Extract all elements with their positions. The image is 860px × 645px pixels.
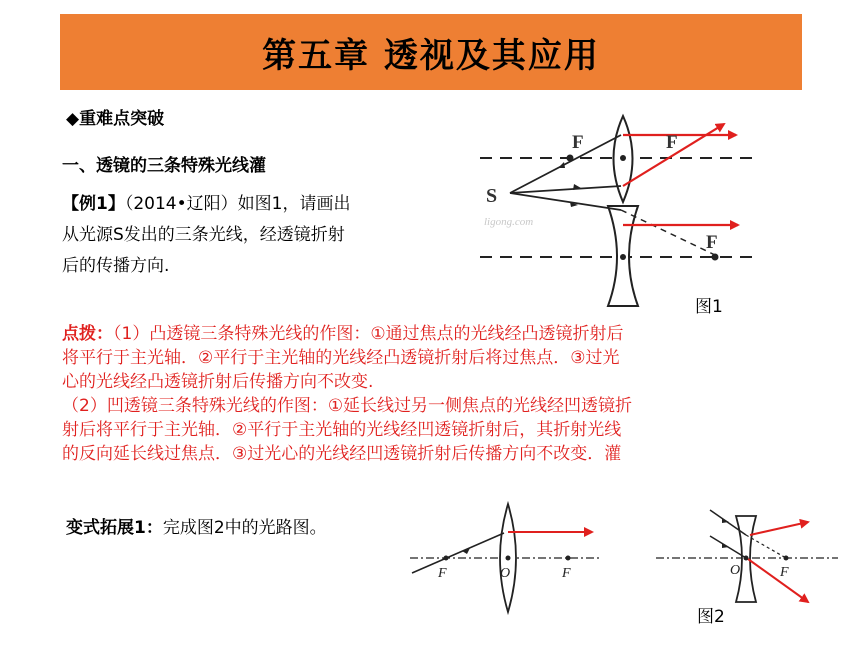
exercise-label: 变式拓展1：	[66, 518, 163, 538]
figure2-diagram	[400, 498, 840, 623]
fig2-left-o: O	[500, 566, 511, 581]
example-line-3: 后的传播方向.	[62, 256, 170, 276]
fig2-left-f1: F	[438, 566, 447, 581]
tip-label: 点拨：	[62, 324, 113, 344]
figure2-caption: 图2	[697, 607, 725, 627]
example-line-2: 从光源S发出的三条光线，经透镜折射	[62, 225, 345, 245]
page-title: 第五章 透视及其应用	[262, 35, 600, 76]
tip-block	[62, 322, 792, 466]
watermark-text: ligong.com	[484, 216, 534, 228]
figure1-caption: 图1	[695, 297, 723, 317]
fig2-right-o: O	[730, 563, 741, 578]
example-text-1: （2014•辽阳）如图1，请画出	[124, 194, 351, 214]
tip-line-3: 心的光线经凸透镜折射后传播方向不改变.	[62, 372, 374, 392]
fig2-left-f2: F	[562, 566, 571, 581]
tip-text-1: （1）凸透镜三条特殊光线的作图：①通过焦点的光线经凸透镜折射后	[113, 324, 624, 344]
title-banner	[60, 14, 802, 90]
source-label: S	[486, 185, 498, 207]
figure1-diagram	[470, 110, 770, 310]
fig2-right-f: F	[780, 565, 789, 580]
exercise-line	[66, 513, 327, 543]
tip-line-2: 将平行于主光轴．②平行于主光轴的光线经凸透镜折射后将过焦点．③过光	[62, 348, 620, 368]
focus-label-top-right: F	[666, 132, 678, 153]
exercise-text: 完成图2中的光路图。	[162, 518, 327, 538]
subheading: 一、透镜的三条特殊光线灌	[62, 156, 266, 176]
focus-label-bottom-right: F	[706, 232, 718, 253]
tip-line-5: 射后将平行于主光轴．②平行于主光轴的光线经凹透镜折射后，其折射光线	[62, 420, 622, 440]
example-line-1	[62, 189, 350, 219]
tip-line-6: 的反向延长线过焦点．③过光心的光线经凹透镜折射后传播方向不改变．灌	[62, 444, 622, 464]
focus-label-left: F	[572, 132, 584, 153]
tip-line-1	[62, 322, 792, 346]
tip-line-4: （2）凹透镜三条特殊光线的作图：①延长线过另一侧焦点的光线经凹透镜折	[62, 396, 633, 416]
example-label: 【例1】	[62, 194, 125, 214]
section-heading: ◆重难点突破	[66, 109, 165, 129]
